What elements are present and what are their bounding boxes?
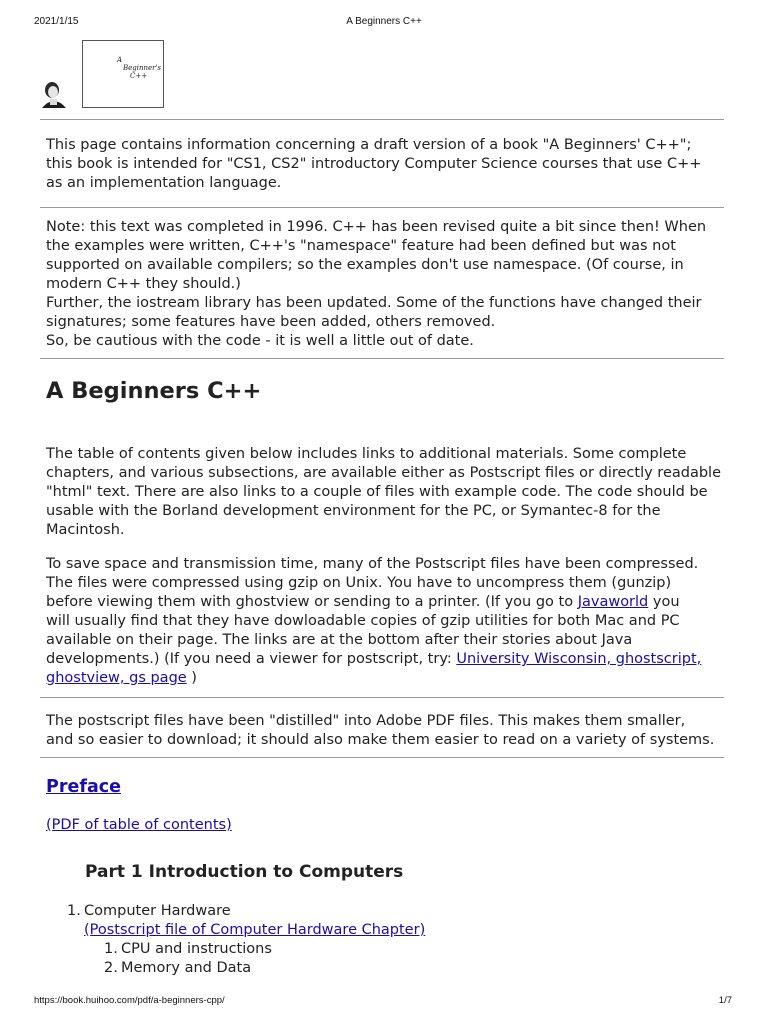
print-date: 2021/1/15: [34, 16, 79, 27]
author-portrait-image: [40, 80, 68, 108]
print-doc-title: A Beginners C++: [346, 16, 422, 27]
chapter-list: [67, 902, 425, 978]
chapter-item: [67, 902, 425, 921]
compression-text-2: you will usually find that they have dowloadable copies of gzip utilities for both Mac and PC available on their page. The links are at the bottom after their stories about Java developments.) (If you need a viewer for postscript, try:: [46, 594, 680, 667]
chapter-title: Computer Hardware: [84, 903, 231, 919]
javaworld-link[interactable]: Javaworld: [577, 594, 649, 610]
compression-text-1: To save space and transmission time, many of the Postscript files have been compressed. The files were compressed using gzip on Unix. You have to uncompress them (gunzip) before viewing them with ghostview or sending to a printer. (If you go to: [46, 556, 699, 610]
book-cover: [82, 40, 164, 108]
page-heading: A Beginners C++: [46, 378, 262, 404]
section-item: [67, 959, 425, 978]
part1-heading: Part 1 Introduction to Computers: [85, 862, 404, 882]
intro-contents-paragraph: The table of contents given below includes links to additional materials. Some complete chapters, and various subsections, are available either as Postscript files or directly readable "html" text. There are also links to a couple of files with example code. The code should be usable with the Borland development environment for the PC, or Symantec-8 for the Macintosh.: [46, 446, 721, 538]
cover-line-3: C++: [130, 72, 148, 80]
cover-line-2: Beginner's: [123, 64, 162, 72]
section-number: 1.: [104, 941, 118, 957]
section-title: Memory and Data: [121, 960, 252, 976]
divider: [40, 207, 724, 208]
pdf-toc-link[interactable]: (PDF of table of contents): [46, 817, 232, 833]
chapter-ps-row: [67, 921, 425, 940]
section-number: 2.: [104, 960, 118, 976]
divider: [40, 119, 724, 120]
cover-line-1: A: [117, 56, 123, 64]
viewer-links[interactable]: University Wisconsin, ghostscript, ghostview, gs page: [46, 651, 702, 686]
print-header: [0, 16, 768, 30]
intro-paragraph: This page contains information concerning a draft version of a book "A Beginners' C++"; this book is intended for "CS1, CS2" introductory Computer Science courses that use C++ as an implementation language.: [46, 137, 702, 191]
compression-paragraph: [46, 555, 726, 688]
section-item: [67, 940, 425, 959]
page-number: 1/7: [718, 995, 732, 1006]
cover-image: [40, 40, 162, 112]
pdf-paragraph: The postscript files have been "distilled" into Adobe PDF files. This makes them smaller, and so easier to download; it should also make them easier to read on a variety of systems.: [46, 713, 715, 748]
compression-text-3: ): [186, 670, 197, 686]
divider: [40, 757, 724, 758]
chapter-postscript-link[interactable]: (Postscript file of Computer Hardware Chapter): [84, 922, 426, 938]
print-footer: [0, 995, 768, 1009]
divider: [40, 358, 724, 359]
print-url: https://book.huihoo.com/pdf/a-beginners-cpp/: [34, 995, 225, 1006]
chapter-number: 1.: [67, 903, 81, 919]
preface-link[interactable]: Preface: [46, 777, 121, 797]
section-title: CPU and instructions: [121, 941, 272, 957]
note-paragraph: Note: this text was completed in 1996. C++ has been revised quite a bit since then! When the examples were written, C++'s "namespace" feature had been defined but was not supported on available compilers; so the examples don't use namespace. (Of course, in modern C++ they should.) Further, the iostream library has been updated. Some of the functions have changed their signatures; some features have been added, others removed. So, be cautious with the code - it is well a little out of date.: [46, 219, 707, 349]
divider: [40, 697, 724, 698]
